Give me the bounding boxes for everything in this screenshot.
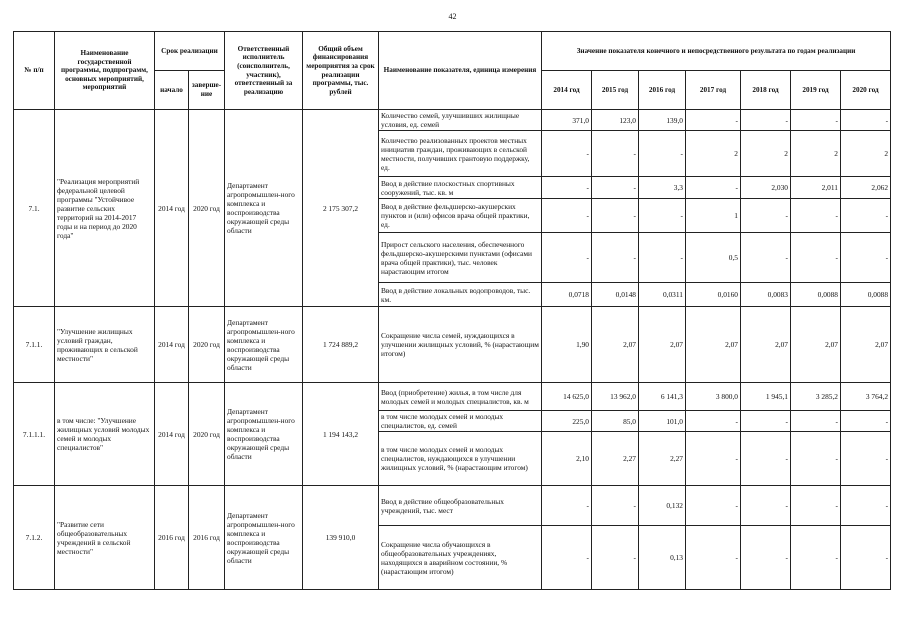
event-name: "Улучшение жилищных условий граждан, проживающих в сельской местности" bbox=[55, 307, 155, 383]
start-year: 2014 год bbox=[155, 110, 189, 307]
indicator-name: Сокращение числа семей, нуждающихся в улучшении жилищных условий, % (нарастающим итогом) bbox=[379, 307, 542, 383]
indicator-value: 225,0 bbox=[542, 411, 592, 432]
indicator-value: - bbox=[841, 233, 891, 283]
indicator-name: Ввод в действие общеобразовательных учреждений, тыс. мест bbox=[379, 486, 542, 526]
indicator-value: - bbox=[542, 131, 592, 177]
indicator-value: 3,3 bbox=[639, 177, 686, 199]
header-year-2014: 2014 год bbox=[542, 71, 592, 110]
indicator-value: 85,0 bbox=[592, 411, 639, 432]
indicator-value: 123,0 bbox=[592, 110, 639, 131]
results-table bbox=[13, 31, 891, 590]
indicator-value: - bbox=[741, 526, 791, 590]
row-number: 7.1.1. bbox=[14, 307, 55, 383]
indicator-value: 0,0083 bbox=[741, 283, 791, 307]
indicator-name: Ввод в действие локальных водопроводов, тыс. км. bbox=[379, 283, 542, 307]
indicator-value: 14 625,0 bbox=[542, 383, 592, 411]
executor: Департамент агропромышлен-ного комплекса и воспроизводства окружающей среды области bbox=[225, 110, 303, 307]
table-row bbox=[14, 110, 891, 131]
table-body bbox=[14, 110, 891, 590]
indicator-value: 0,132 bbox=[639, 486, 686, 526]
indicator-value: - bbox=[686, 526, 741, 590]
indicator-name: в том числе молодых семей и молодых специалистов, ед. семей bbox=[379, 411, 542, 432]
indicator-value: - bbox=[741, 199, 791, 233]
indicator-name: Ввод в действие фельдшерско-акушерских пунктов и (или) офисов врача общей практики, ед. bbox=[379, 199, 542, 233]
indicator-value: 3 285,2 bbox=[791, 383, 841, 411]
indicator-value: 2 bbox=[841, 131, 891, 177]
indicator-name: в том числе молодых семей и молодых специалистов, нуждающихся в улучшении жилищных условий, % (нарастающим итогом) bbox=[379, 432, 542, 486]
indicator-value: - bbox=[741, 411, 791, 432]
indicator-value: - bbox=[592, 177, 639, 199]
header-year-2018: 2018 год bbox=[741, 71, 791, 110]
indicator-value: - bbox=[791, 526, 841, 590]
indicator-value: 13 962,0 bbox=[592, 383, 639, 411]
header-funding: Общий объем финансирования мероприятия за срок реализации программы, тыс. рублей bbox=[303, 32, 379, 110]
indicator-value: 0,13 bbox=[639, 526, 686, 590]
indicator-name: Сокращение числа обучающихся в общеобразовательных учреждениях, находящихся в аварийном состоянии, % (нарастающим итогом) bbox=[379, 526, 542, 590]
indicator-value: 0,5 bbox=[686, 233, 741, 283]
indicator-value: 2,07 bbox=[741, 307, 791, 383]
indicator-value: - bbox=[686, 432, 741, 486]
indicator-value: - bbox=[741, 233, 791, 283]
header-year-2015: 2015 год bbox=[592, 71, 639, 110]
table-row bbox=[14, 383, 891, 411]
row-number: 7.1. bbox=[14, 110, 55, 307]
start-year: 2016 год bbox=[155, 486, 189, 590]
indicator-value: - bbox=[741, 432, 791, 486]
indicator-name: Ввод в действие плоскостных спортивных сооружений, тыс. кв. м bbox=[379, 177, 542, 199]
indicator-value: - bbox=[592, 526, 639, 590]
event-name: в том числе: "Улучшение жилищных условий молодых семей и молодых специалистов" bbox=[55, 383, 155, 486]
header-start: начало bbox=[155, 71, 189, 110]
indicator-value: - bbox=[791, 432, 841, 486]
indicator-value: 2,10 bbox=[542, 432, 592, 486]
header-period: Срок реализации bbox=[155, 32, 225, 71]
indicator-value: 2,07 bbox=[686, 307, 741, 383]
header-year-2020: 2020 год bbox=[841, 71, 891, 110]
indicator-value: - bbox=[791, 411, 841, 432]
indicator-value: 0,0718 bbox=[542, 283, 592, 307]
indicator-value: 0,0311 bbox=[639, 283, 686, 307]
indicator-value: - bbox=[841, 486, 891, 526]
indicator-value: 2,27 bbox=[592, 432, 639, 486]
indicator-name: Количество семей, улучшивших жилищные условия, ед. семей bbox=[379, 110, 542, 131]
table-row bbox=[14, 307, 891, 383]
indicator-value: - bbox=[542, 233, 592, 283]
indicator-name: Прирост сельского населения, обеспеченного фельдшерско-акушерскими пунктами (офисами врача общей практики), тыс. человек нарастающим итогом bbox=[379, 233, 542, 283]
indicator-name: Ввод (приобретение) жилья, в том числе для молодых семей и молодых специалистов, кв. м bbox=[379, 383, 542, 411]
indicator-value: 2,27 bbox=[639, 432, 686, 486]
indicator-value: - bbox=[639, 131, 686, 177]
indicator-value: 1,90 bbox=[542, 307, 592, 383]
header-year-2016: 2016 год bbox=[639, 71, 686, 110]
indicator-value: 0,0088 bbox=[791, 283, 841, 307]
header-values-title: Значение показателя конечного и непосредственного результата по годам реализации bbox=[542, 32, 891, 71]
header-year-2017: 2017 год bbox=[686, 71, 741, 110]
header-end: заверше-ние bbox=[189, 71, 225, 110]
indicator-value: - bbox=[686, 110, 741, 131]
indicator-value: 371,0 bbox=[542, 110, 592, 131]
indicator-value: - bbox=[791, 486, 841, 526]
indicator-value: 2 bbox=[791, 131, 841, 177]
executor: Департамент агропромышлен-ного комплекса и воспроизводства окружающей среды области bbox=[225, 486, 303, 590]
indicator-value: 2,030 bbox=[741, 177, 791, 199]
event-name: "Развитие сети общеобразовательных учреждений в сельской местности" bbox=[55, 486, 155, 590]
executor: Департамент агропромышлен-ного комплекса и воспроизводства окружающей среды области bbox=[225, 383, 303, 486]
indicator-value: - bbox=[686, 486, 741, 526]
indicator-value: - bbox=[592, 199, 639, 233]
indicator-value: - bbox=[841, 411, 891, 432]
funding-amount: 2 175 307,2 bbox=[303, 110, 379, 307]
header-no: № п/п bbox=[14, 32, 55, 110]
indicator-value: - bbox=[592, 486, 639, 526]
indicator-value: 0,0160 bbox=[686, 283, 741, 307]
indicator-value: - bbox=[686, 177, 741, 199]
indicator-value: 2 bbox=[741, 131, 791, 177]
funding-amount: 1 724 889,2 bbox=[303, 307, 379, 383]
end-year: 2020 год bbox=[189, 110, 225, 307]
header-indicator: Наименование показателя, единица измерения bbox=[379, 32, 542, 110]
page-number: 42 bbox=[448, 12, 457, 21]
indicator-value: - bbox=[741, 110, 791, 131]
end-year: 2020 год bbox=[189, 307, 225, 383]
indicator-value: - bbox=[791, 233, 841, 283]
row-number: 7.1.2. bbox=[14, 486, 55, 590]
indicator-value: 3 800,0 bbox=[686, 383, 741, 411]
indicator-value: - bbox=[542, 199, 592, 233]
funding-amount: 139 910,0 bbox=[303, 486, 379, 590]
indicator-name: Количество реализованных проектов местных инициатив граждан, проживающих в сельской местности, получивших грантовую поддержку, ед. bbox=[379, 131, 542, 177]
indicator-value: - bbox=[841, 432, 891, 486]
indicator-value: - bbox=[542, 177, 592, 199]
indicator-value: - bbox=[592, 131, 639, 177]
indicator-value: 101,0 bbox=[639, 411, 686, 432]
indicator-value: - bbox=[791, 110, 841, 131]
indicator-value: 2,07 bbox=[841, 307, 891, 383]
indicator-value: - bbox=[542, 526, 592, 590]
indicator-value: 2,07 bbox=[592, 307, 639, 383]
row-number: 7.1.1.1. bbox=[14, 383, 55, 486]
executor: Департамент агропромышлен-ного комплекса и воспроизводства окружающей среды области bbox=[225, 307, 303, 383]
indicator-value: - bbox=[542, 486, 592, 526]
indicator-value: 2,062 bbox=[841, 177, 891, 199]
indicator-value: - bbox=[639, 199, 686, 233]
event-name: "Реализация мероприятий федеральной целевой программы "Устойчивое развитие сельских территорий на 2014-2017 годы и на период до 2020 года" bbox=[55, 110, 155, 307]
funding-amount: 1 194 143,2 bbox=[303, 383, 379, 486]
indicator-value: - bbox=[791, 199, 841, 233]
indicator-value: 3 764,2 bbox=[841, 383, 891, 411]
start-year: 2014 год bbox=[155, 307, 189, 383]
indicator-value: - bbox=[841, 199, 891, 233]
start-year: 2014 год bbox=[155, 383, 189, 486]
header-year-2019: 2019 год bbox=[791, 71, 841, 110]
indicator-value: - bbox=[592, 233, 639, 283]
indicator-value: 139,0 bbox=[639, 110, 686, 131]
end-year: 2020 год bbox=[189, 383, 225, 486]
indicator-value: 2 bbox=[686, 131, 741, 177]
header-name: Наименование государственной программы, подпрограмм, основных мероприятий, мероприятий bbox=[55, 32, 155, 110]
indicator-value: 2,07 bbox=[639, 307, 686, 383]
indicator-value: 0,0148 bbox=[592, 283, 639, 307]
indicator-value: 2,011 bbox=[791, 177, 841, 199]
indicator-value: 6 141,3 bbox=[639, 383, 686, 411]
indicator-value: - bbox=[639, 233, 686, 283]
table-row bbox=[14, 486, 891, 526]
indicator-value: - bbox=[686, 411, 741, 432]
indicator-value: 2,07 bbox=[791, 307, 841, 383]
header-executor: Ответственный исполнитель (соисполнитель, участник), ответственный за реализацию bbox=[225, 32, 303, 110]
indicator-value: 0,0088 bbox=[841, 283, 891, 307]
indicator-value: - bbox=[741, 486, 791, 526]
indicator-value: - bbox=[841, 110, 891, 131]
indicator-value: - bbox=[841, 526, 891, 590]
indicator-value: 1 945,1 bbox=[741, 383, 791, 411]
indicator-value: 1 bbox=[686, 199, 741, 233]
end-year: 2016 год bbox=[189, 486, 225, 590]
